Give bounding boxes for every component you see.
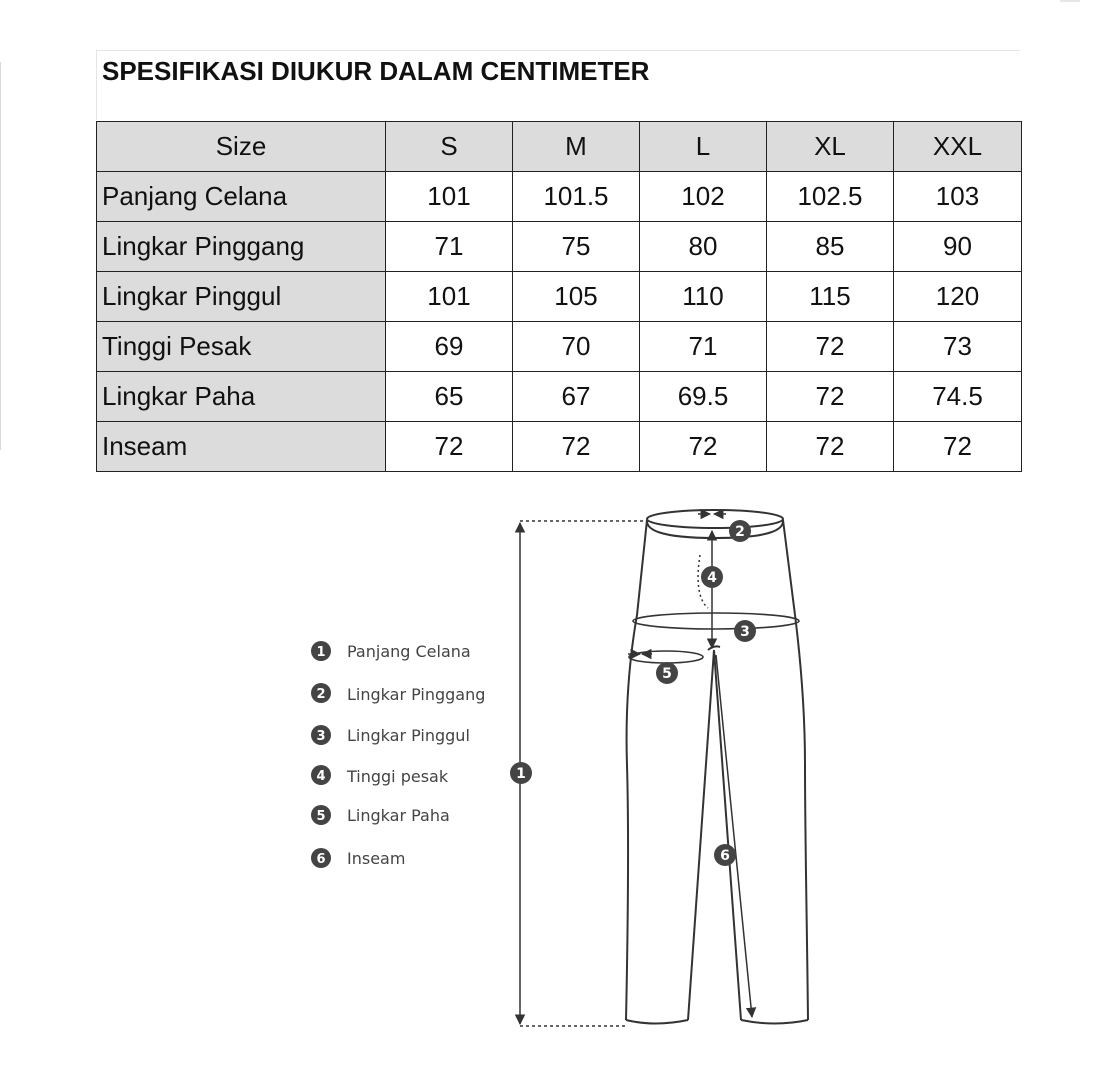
inseam-measure-line <box>716 655 752 1017</box>
diagram-marker-2 <box>729 520 751 542</box>
legend-label: Lingkar Pinggul <box>347 726 470 745</box>
table-cell: 90 <box>894 222 1022 272</box>
table-cell: 69.5 <box>640 372 767 422</box>
hip-right-side <box>783 520 795 615</box>
corner-mark <box>1060 0 1080 2</box>
left-hem <box>626 1020 688 1024</box>
left-edge-rule <box>0 62 1 450</box>
table-cell: 71 <box>640 322 767 372</box>
table-cell: 102 <box>640 172 767 222</box>
table-cell: 74.5 <box>894 372 1022 422</box>
table-cell: 80 <box>640 222 767 272</box>
marker-number: 6 <box>720 848 730 864</box>
table-row <box>97 322 1022 372</box>
legend-number: 3 <box>316 729 326 744</box>
table-cell: 72 <box>513 422 640 472</box>
table-cell: 85 <box>767 222 894 272</box>
table-cell: 75 <box>513 222 640 272</box>
legend-number: 5 <box>316 809 326 824</box>
diagram-marker-5 <box>656 662 678 684</box>
table-cell: 72 <box>767 422 894 472</box>
trousers-measurement-icon <box>300 505 840 1045</box>
diagram-marker-4 <box>701 566 723 588</box>
table-cell: 72 <box>894 422 1022 472</box>
legend-item <box>311 683 485 704</box>
trousers-outline <box>626 510 808 1024</box>
thigh-measure-ellipse <box>629 651 703 663</box>
table-cell: 103 <box>894 172 1022 222</box>
left-inner-leg <box>688 650 714 1020</box>
table-cell: 65 <box>386 372 513 422</box>
table-cell: 70 <box>513 322 640 372</box>
crotch-seam <box>708 646 720 650</box>
table-cell: 69 <box>386 322 513 372</box>
table-cell: 72 <box>767 322 894 372</box>
legend-number: 2 <box>316 687 326 702</box>
table-cell: 110 <box>640 272 767 322</box>
legend-label: Panjang Celana <box>347 642 471 661</box>
diagram-marker-1 <box>510 762 532 784</box>
header-cell-size: Size <box>97 122 386 172</box>
header-cell-xxl: XXL <box>894 122 1022 172</box>
table-cell: 105 <box>513 272 640 322</box>
legend-label: Lingkar Pinggang <box>347 685 486 704</box>
legend-item <box>311 805 450 825</box>
page-title: SPESIFIKASI DIUKUR DALAM CENTIMETER <box>102 56 650 86</box>
row-label: Tinggi Pesak <box>97 322 386 372</box>
table-row <box>97 422 1022 472</box>
marker-number: 4 <box>707 570 717 586</box>
rise-measure-line <box>698 531 712 648</box>
header-cell-l: L <box>640 122 767 172</box>
legend-label: Tinggi pesak <box>347 767 449 786</box>
row-label: Lingkar Paha <box>97 372 386 422</box>
table-row <box>97 372 1022 422</box>
header-cell-s: S <box>386 122 513 172</box>
length-measure-line <box>520 521 650 1026</box>
table-cell: 120 <box>894 272 1022 322</box>
legend-item <box>311 765 449 786</box>
legend-label: Lingkar Paha <box>347 806 450 825</box>
row-label: Panjang Celana <box>97 172 386 222</box>
right-hem <box>741 1020 808 1024</box>
row-label: Lingkar Pinggul <box>97 272 386 322</box>
row-label: Inseam <box>97 422 386 472</box>
table-row <box>97 222 1022 272</box>
legend-number: 4 <box>316 769 326 784</box>
legend-number: 6 <box>316 852 326 867</box>
table-cell: 71 <box>386 222 513 272</box>
table-cell: 72 <box>767 372 894 422</box>
marker-number: 3 <box>740 624 750 640</box>
table-cell: 101 <box>386 272 513 322</box>
table-cell: 72 <box>640 422 767 472</box>
legend-item <box>311 725 470 745</box>
table-cell: 101 <box>386 172 513 222</box>
measurement-legend <box>311 641 485 868</box>
table-cell: 73 <box>894 322 1022 372</box>
header-cell-m: M <box>513 122 640 172</box>
table-cell: 115 <box>767 272 894 322</box>
table-header-row <box>97 122 1022 172</box>
waistband-top <box>647 510 783 528</box>
table-cell: 72 <box>386 422 513 472</box>
table-cell: 102.5 <box>767 172 894 222</box>
diagram-marker-6 <box>714 844 736 866</box>
table-cell: 67 <box>513 372 640 422</box>
table-row <box>97 172 1022 222</box>
right-inner-leg <box>714 650 741 1020</box>
marker-number: 2 <box>735 524 745 540</box>
left-outer-leg <box>626 615 637 1020</box>
row-label: Lingkar Pinggang <box>97 222 386 272</box>
diagram-marker-3 <box>734 620 756 642</box>
right-outer-leg <box>795 615 808 1020</box>
size-spec-table <box>96 121 1022 472</box>
marker-number: 5 <box>662 666 672 682</box>
table-cell: 101.5 <box>513 172 640 222</box>
legend-label: Inseam <box>347 849 406 868</box>
hip-measure-ellipse <box>633 613 799 629</box>
legend-number: 1 <box>316 645 326 660</box>
legend-item <box>311 848 405 868</box>
legend-item <box>311 641 471 661</box>
header-cell-xl: XL <box>767 122 894 172</box>
table-row <box>97 272 1022 322</box>
hip-left-side <box>637 520 647 615</box>
marker-number: 1 <box>516 766 526 782</box>
